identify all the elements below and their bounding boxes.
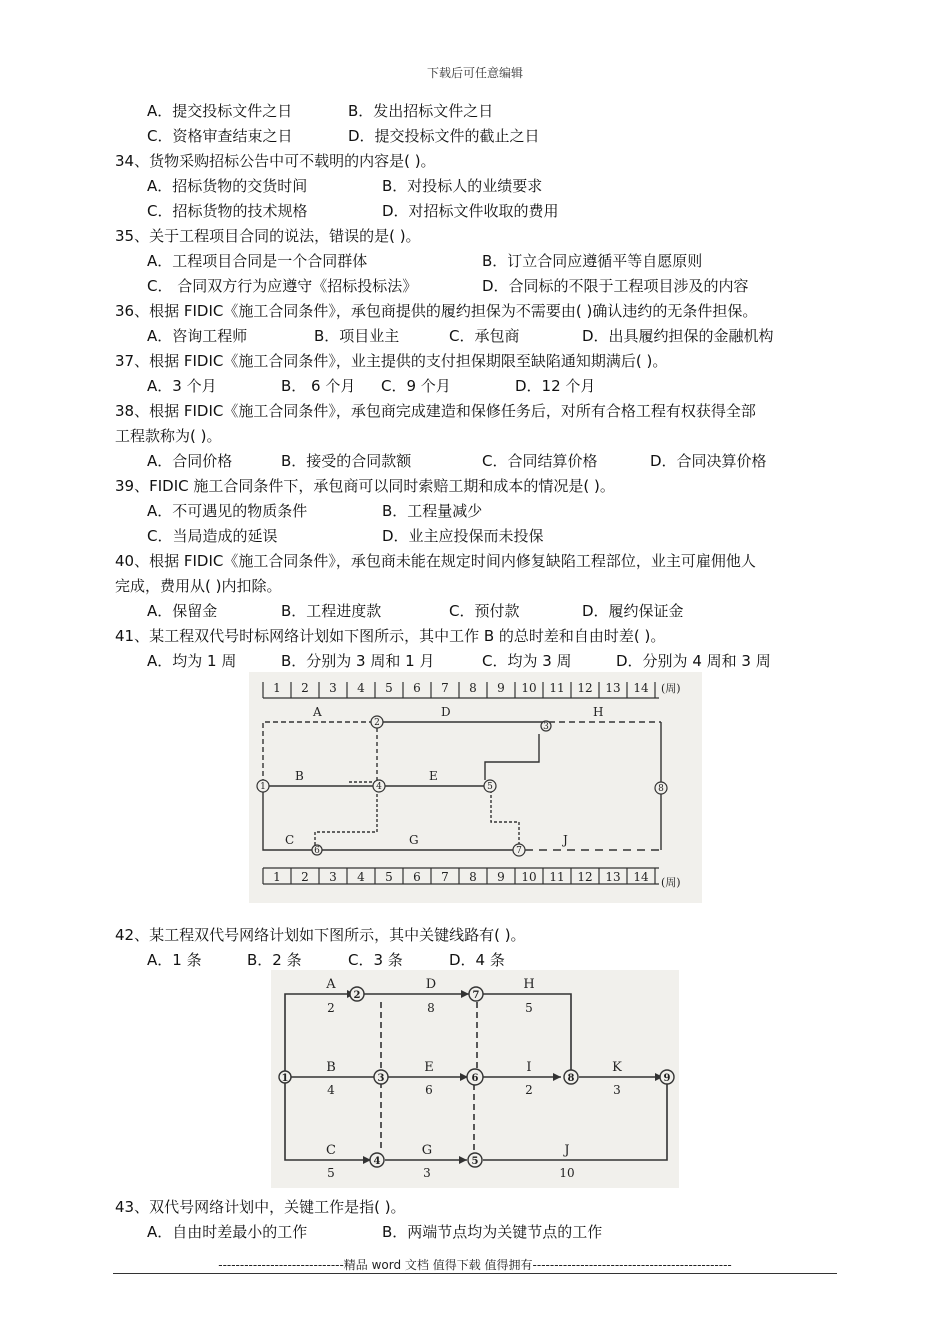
bottom-scale-tick-label: 12 bbox=[577, 870, 593, 884]
q40-stem-line2: 完成，费用从( )内扣除。 bbox=[115, 577, 282, 595]
bottom-scale-tick-label: 10 bbox=[521, 870, 537, 884]
top-time-scale bbox=[263, 681, 655, 698]
bottom-scale-tick-label: 14 bbox=[633, 870, 649, 884]
page-footer: -----------------------------精品 word 文档 值得下载 值得拥有---------------------------------------------- bbox=[218, 1258, 732, 1272]
q38-option-d: D．合同决算价格 bbox=[650, 452, 767, 470]
activity-label-b: B bbox=[295, 769, 304, 783]
bottom-scale-tick-label: 5 bbox=[385, 870, 393, 884]
footer-divider bbox=[113, 1273, 837, 1274]
activity-label-e: E bbox=[429, 769, 438, 783]
q37-option-d: D．12 个月 bbox=[515, 377, 596, 395]
top-scale-tick-label: 11 bbox=[549, 681, 565, 695]
q34-option-d: D．对招标文件收取的费用 bbox=[382, 202, 559, 220]
q39-option-c: C．当局造成的延误 bbox=[147, 527, 278, 545]
top-scale-tick-label: 3 bbox=[329, 681, 337, 695]
node-label: 4 bbox=[373, 1156, 381, 1167]
bottom-scale-tick-label: 11 bbox=[549, 870, 565, 884]
q39-option-b: B．工程量减少 bbox=[382, 502, 483, 520]
activity-label-d: D bbox=[425, 977, 437, 992]
q39-option-a: A．不可遇见的物质条件 bbox=[147, 502, 308, 520]
q43-option-b: B．两端节点均为关键节点的工作 bbox=[382, 1223, 603, 1241]
duration-label: 8 bbox=[427, 1001, 435, 1015]
q38-option-b: B．接受的合同款额 bbox=[281, 452, 412, 470]
node-label: 2 bbox=[353, 990, 361, 1001]
q36-option-a: A．咨询工程师 bbox=[147, 327, 248, 345]
activity-label-i: I bbox=[526, 1060, 532, 1075]
activity-label-c: C bbox=[326, 1143, 336, 1158]
duration-label: 4 bbox=[327, 1083, 335, 1097]
q35-option-a: A．工程项目合同是一个合同群体 bbox=[147, 252, 368, 270]
node-label: 6 bbox=[471, 1073, 479, 1084]
top-scale-tick-label: 4 bbox=[357, 681, 365, 695]
q37-option-b: B． 6 个月 bbox=[281, 377, 356, 395]
q43-stem: 43、双代号网络计划中，关键工作是指( )。 bbox=[115, 1198, 406, 1216]
node-label: 2 bbox=[374, 718, 380, 728]
q43-option-a: A．自由时差最小的工作 bbox=[147, 1223, 308, 1241]
activity-label-g: G bbox=[421, 1143, 433, 1158]
activity-label-h: H bbox=[593, 705, 604, 719]
q40-stem-line1: 40、根据 FIDIC《施工合同条件》，承包商未能在规定时间内修复缺陷工程部位，业主可雇佣他人 bbox=[115, 552, 756, 570]
top-scale-unit: (周) bbox=[661, 682, 681, 695]
q41-stem: 41、某工程双代号时标网络计划如下图所示，其中工作 B 的总时差和自由时差( )。 bbox=[115, 627, 666, 645]
top-scale-tick-label: 6 bbox=[413, 681, 421, 695]
q36-option-b: B．项目业主 bbox=[314, 327, 400, 345]
top-scale-tick-label: 9 bbox=[497, 681, 505, 695]
node-label: 8 bbox=[658, 784, 664, 794]
q42-option-b: B．2 条 bbox=[247, 951, 302, 969]
q35-option-b: B．订立合同应遵循平等自愿原则 bbox=[482, 252, 703, 270]
activity-label-b: B bbox=[326, 1060, 336, 1075]
time-scaled-network-diagram bbox=[249, 672, 702, 903]
q35-stem: 35、关于工程项目合同的说法，错误的是( )。 bbox=[115, 227, 421, 245]
q41-option-c: C．均为 3 周 bbox=[482, 652, 572, 670]
q37-option-c: C．9 个月 bbox=[381, 377, 451, 395]
q40-option-d: D．履约保证金 bbox=[582, 602, 684, 620]
activity-label-e: E bbox=[424, 1060, 434, 1075]
q39-option-d: D．业主应投保而未投保 bbox=[382, 527, 544, 545]
q37-option-a: A．3 个月 bbox=[147, 377, 217, 395]
q40-option-c: C．预付款 bbox=[449, 602, 520, 620]
q42-stem: 42、某工程双代号网络计划如下图所示，其中关键线路有( )。 bbox=[115, 926, 526, 944]
q36-stem: 36、根据 FIDIC《施工合同条件》，承包商提供的履约担保为不需要由( )确认违约的无条件担保。 bbox=[115, 302, 758, 320]
q42-option-c: C．3 条 bbox=[348, 951, 403, 969]
q35-option-c: C． 合同双方行为应遵守《招标投标法》 bbox=[147, 277, 418, 295]
q34-option-c: C．招标货物的技术规格 bbox=[147, 202, 308, 220]
top-scale-tick-label: 8 bbox=[469, 681, 477, 695]
node-label: 5 bbox=[471, 1156, 479, 1167]
duration-label: 2 bbox=[525, 1083, 533, 1097]
node-label: 1 bbox=[260, 782, 266, 792]
activity-label-a: A bbox=[313, 705, 322, 719]
q36-option-c: C．承包商 bbox=[449, 327, 520, 345]
activity-label-c: C bbox=[285, 833, 295, 847]
node-label: 7 bbox=[472, 990, 480, 1001]
bottom-scale-tick-label: 6 bbox=[413, 870, 421, 884]
duration-label: 3 bbox=[613, 1083, 621, 1097]
duration-label: 5 bbox=[327, 1166, 335, 1180]
q36-option-d: D．出具履约担保的金融机构 bbox=[582, 327, 774, 345]
duration-label: 5 bbox=[525, 1001, 533, 1015]
q42-option-a: A．1 条 bbox=[147, 951, 202, 969]
bottom-scale-tick-label: 8 bbox=[469, 870, 477, 884]
top-scale-tick-label: 14 bbox=[633, 681, 649, 695]
q41-option-b: B．分别为 3 周和 1 月 bbox=[281, 652, 435, 670]
q33-option-d: D．提交投标文件的截止之日 bbox=[348, 127, 540, 145]
top-scale-tick-label: 2 bbox=[301, 681, 309, 695]
node-label: 7 bbox=[516, 846, 522, 856]
top-scale-tick-label: 10 bbox=[521, 681, 537, 695]
duration-label: 3 bbox=[423, 1166, 431, 1180]
q38-option-a: A．合同价格 bbox=[147, 452, 233, 470]
node-label: 8 bbox=[567, 1073, 575, 1084]
q41-option-a: A．均为 1 周 bbox=[147, 652, 237, 670]
q34-option-b: B．对投标人的业绩要求 bbox=[382, 177, 543, 195]
q39-stem: 39、FIDIC 施工合同条件下，承包商可以同时索赔工期和成本的情况是( )。 bbox=[115, 477, 615, 495]
top-scale-tick-label: 7 bbox=[441, 681, 449, 695]
bottom-scale-tick-label: 3 bbox=[329, 870, 337, 884]
q34-stem: 34、货物采购招标公告中可不载明的内容是( )。 bbox=[115, 152, 436, 170]
q33-option-c: C．资格审查结束之日 bbox=[147, 127, 293, 145]
node-label: 6 bbox=[314, 846, 320, 856]
bottom-scale-tick-label: 4 bbox=[357, 870, 365, 884]
node-label: 1 bbox=[281, 1073, 289, 1084]
top-scale-tick-label: 1 bbox=[273, 681, 281, 695]
activity-label-h: H bbox=[523, 977, 535, 992]
q33-option-b: B．发出招标文件之日 bbox=[348, 102, 494, 120]
duration-label: 2 bbox=[327, 1001, 335, 1015]
bottom-scale-tick-label: 1 bbox=[273, 870, 281, 884]
q38-option-c: C．合同结算价格 bbox=[482, 452, 598, 470]
activity-label-d: D bbox=[441, 705, 451, 719]
network-diagram bbox=[271, 970, 679, 1188]
bottom-scale-unit: (周) bbox=[661, 876, 681, 889]
activity-label-k: K bbox=[612, 1060, 622, 1075]
q40-option-b: B．工程进度款 bbox=[281, 602, 382, 620]
node-label: 3 bbox=[377, 1073, 385, 1084]
q37-stem: 37、根据 FIDIC《施工合同条件》，业主提供的支付担保期限至缺陷通知期满后( )。 bbox=[115, 352, 668, 370]
top-scale-tick-label: 12 bbox=[577, 681, 593, 695]
activity-label-g: G bbox=[409, 833, 419, 847]
node-label: 9 bbox=[663, 1073, 671, 1084]
bottom-scale-tick-label: 13 bbox=[605, 870, 621, 884]
q41-option-d: D．分别为 4 周和 3 周 bbox=[616, 652, 771, 670]
page-header: 下载后可任意编辑 bbox=[426, 66, 523, 80]
activity-label-j: J bbox=[564, 1143, 570, 1158]
q35-option-d: D．合同标的不限于工程项目涉及的内容 bbox=[482, 277, 749, 295]
q33-option-a: A．提交投标文件之日 bbox=[147, 102, 293, 120]
node-label: 5 bbox=[487, 782, 493, 792]
q34-option-a: A．招标货物的交货时间 bbox=[147, 177, 308, 195]
node-label: 4 bbox=[376, 782, 382, 792]
q42-option-d: D．4 条 bbox=[449, 951, 505, 969]
duration-label: 10 bbox=[559, 1166, 575, 1180]
bottom-scale-tick-label: 2 bbox=[301, 870, 309, 884]
activity-label-j: J bbox=[563, 833, 568, 847]
bottom-scale-tick-label: 7 bbox=[441, 870, 449, 884]
duration-label: 6 bbox=[425, 1083, 433, 1097]
top-scale-tick-label: 5 bbox=[385, 681, 393, 695]
q40-option-a: A．保留金 bbox=[147, 602, 218, 620]
node-label: 3 bbox=[543, 722, 549, 732]
activity-label-a: A bbox=[326, 977, 336, 992]
top-scale-tick-label: 13 bbox=[605, 681, 621, 695]
q38-stem-line2: 工程款称为( )。 bbox=[115, 427, 222, 445]
q38-stem-line1: 38、根据 FIDIC《施工合同条件》，承包商完成建造和保修任务后，对所有合格工程有权获得全部 bbox=[115, 402, 756, 420]
bottom-time-scale bbox=[263, 868, 655, 884]
bottom-scale-tick-label: 9 bbox=[497, 870, 505, 884]
